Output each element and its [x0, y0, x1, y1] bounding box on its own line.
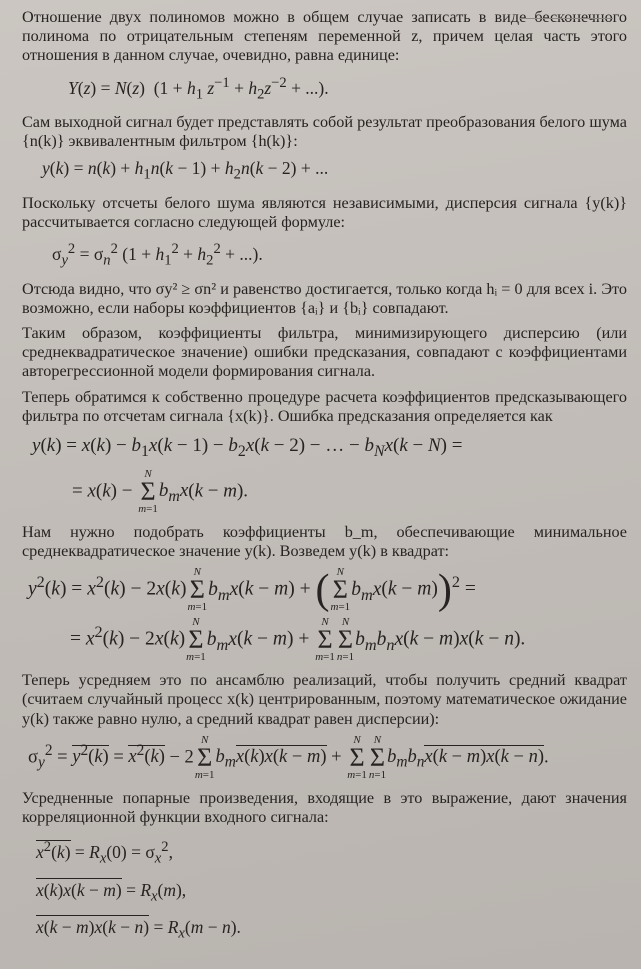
paragraph-coefficients: Нам нужно подобрать коэффициенты b_m, обеспечивающие минимальное среднеквадратическое значение y(k). Возведем y(k) в квадрат: [22, 522, 627, 560]
paragraph-polynomial-ratio: Отношение двух полиномов можно в общем случае записать в виде бесконечного полинома по отрицательным степеням переменной z, причем целая часть этого отношения в данном случае, очевидно, равна единице: [22, 8, 627, 65]
paragraph-procedure: Теперь обратимся к собственно процедуре расчета коэффициентов предсказывающего фильтра по отсчетам сигнала {x(k)}. Ошибка предсказания определяется как [22, 387, 627, 425]
paragraph-variance: Поскольку отсчеты белого шума являются независимыми, дисперсия сигнала {y(k)} рассчитывается согласно следующей формуле: [22, 193, 627, 232]
equation-square: $y^2(k) = x^2(k) - 2x(k)$ N Σ m=1 $b_mx(k - m)$ + ( N Σ m=1 $b_mx(k - m))^2$ = = $x^2(k) - 2x(k)$ N Σ m=1 $b_mx(k - m)$ + N Σ m=1 N Σ n=1 $b_mb_nx(k - m)x(k - n)$. [28, 566, 526, 664]
equation-prediction-error: $y(k) = x(k) - b_1x(k - 1) - b_2x(k - 2)$ − … − $b_Nx(k - N)$ = = x(k) − N Σ m=1 $b_mx(k - m)$. [32, 435, 463, 515]
equation-averaged-variance: $\sigma_y^2 = y^2(k) = x^2(k) - 2$ N Σ m=1 $b_mx(k)x(k - m)$ + N Σ m=1 N Σ n=1 $b_mb_nx(k - m)x(k - n)$. [28, 733, 549, 781]
paragraph-correlation: Усредненные попарные произведения, входящие в это выражение, дают значения корреляционной функции входного сигнала: [22, 788, 627, 827]
equation-correlation-2: $x(k)x(k - m) = R_x(m)$, [36, 879, 187, 905]
equation-variance: $\sigma_y^2 = \sigma_n^2$ ($1 + h_1^2 + h_2^2$ + ...). [52, 241, 263, 269]
paragraph-equality: Отсюда видно, что σy² ≥ σn² и равенство достигается, только когда hᵢ = 0 для всех i. Это возможно, если наборы коэффициентов {aᵢ} и {bᵢ} совпадают. [22, 279, 627, 317]
equation-y-of-k-noise: $y(k) = n(k) + h_1n(k - 1) + h_2n(k - 2)$ + ... [42, 158, 329, 183]
equation-y-of-z: Y(z) = N(z) ($1 + h_1$ $z^{-1} + h_2z^{-2}$ + ...). [68, 74, 329, 102]
equation-correlation-1: $x^2(k) = R_x(0) = \sigma_x^2$, [36, 839, 173, 867]
paragraph-conclusion: Таким образом, коэффициенты фильтра, минимизирующего дисперсию (или среднеквадратическое значение) ошибки предсказания, совпадают с коэффициентами авторегрессионной модели формирования сигнала. [22, 323, 627, 381]
equation-correlation-3: $x(k - m)x(k - n) = R_x(m - n)$. [36, 917, 241, 942]
paragraph-white-noise: Сам выходной сигнал будет представлять собой результат преобразования белого шума {n(k)} эквивалентным фильтром {h(k)}: [22, 112, 627, 151]
paragraph-averaging: Теперь усредняем это по ансамблю реализаций, чтобы получить средний квадрат (считаем случайный процесс x(k) центрированным, поэтому математическое ожидание y(k) также равно нулю, а средний квадрат равен дисперсии): [22, 671, 627, 728]
